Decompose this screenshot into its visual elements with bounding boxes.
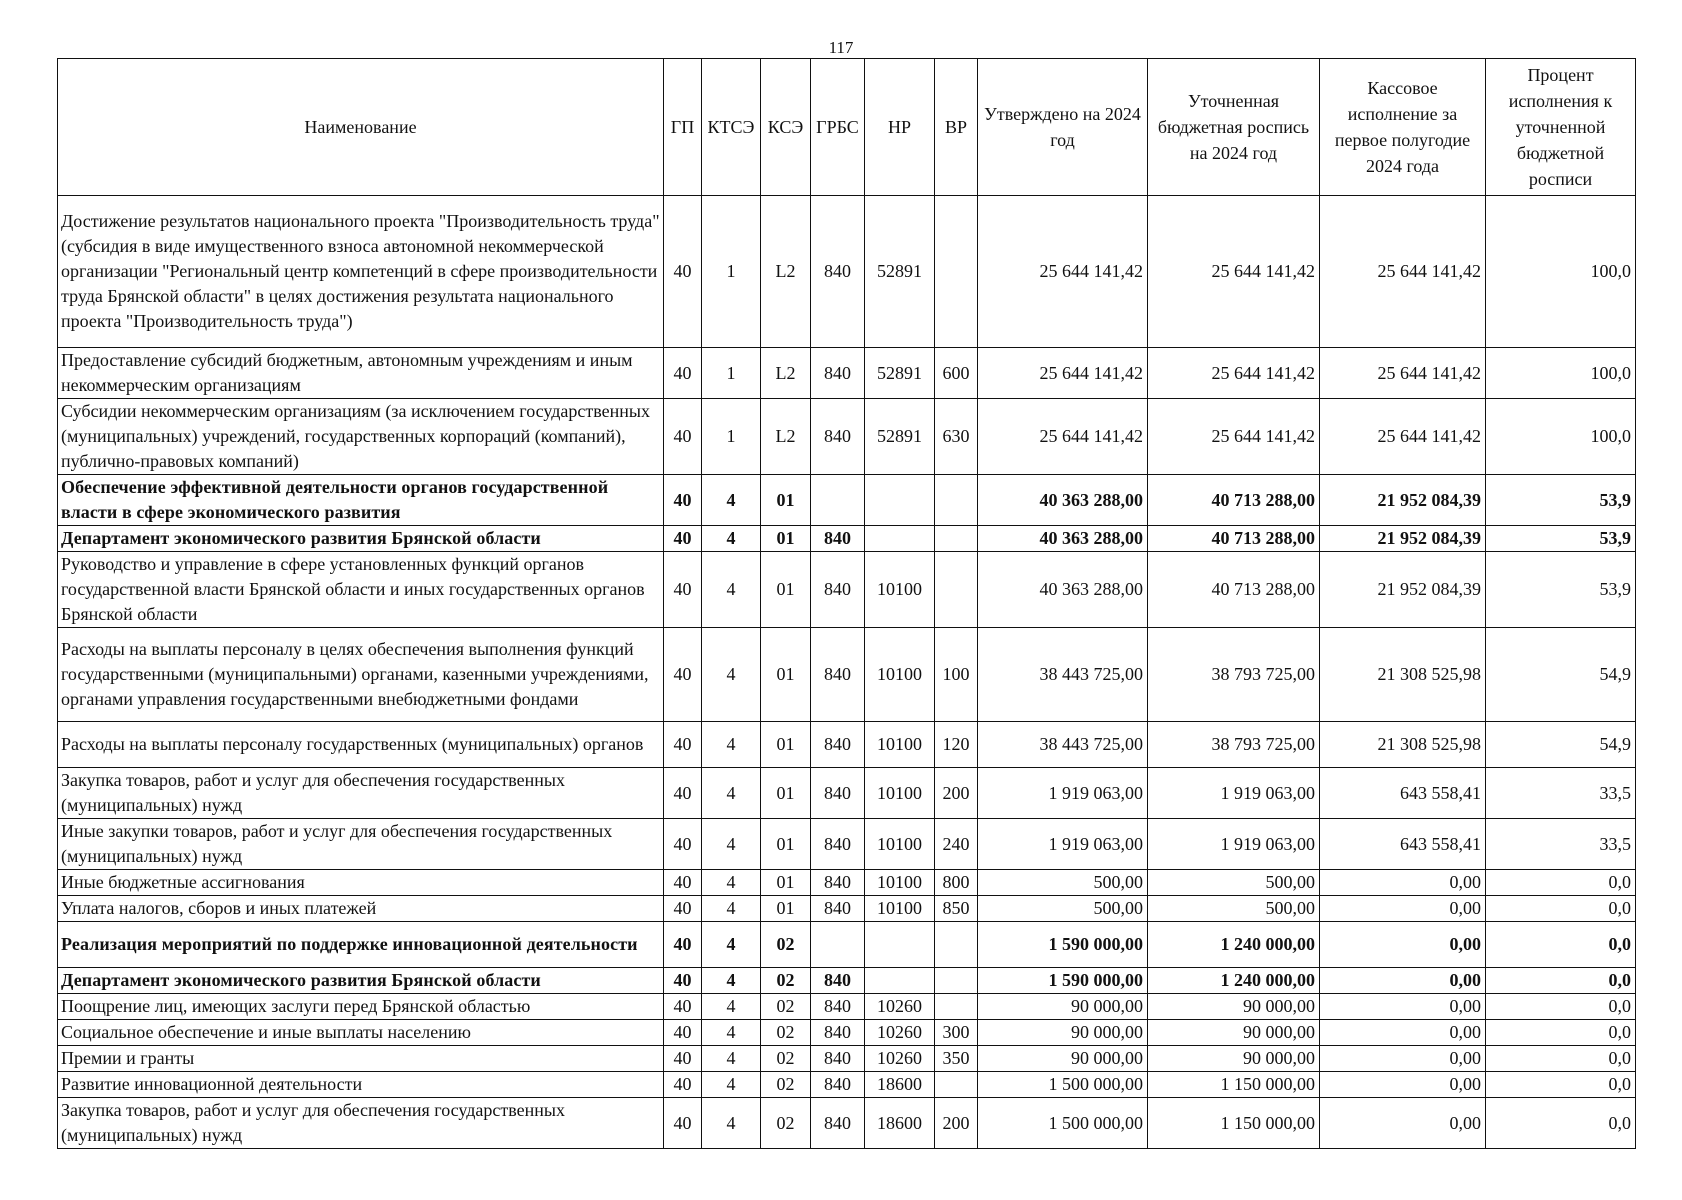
row-nr: 52891: [865, 196, 935, 348]
row-nr: [865, 475, 935, 526]
row-vr: [935, 552, 978, 628]
table-row: [58, 768, 1636, 819]
row-gp: 40: [664, 1046, 702, 1072]
table-row: [58, 196, 1636, 348]
row-nr: 10100: [865, 896, 935, 922]
row-gp: 40: [664, 1098, 702, 1149]
header-name: Наименование: [58, 59, 664, 196]
row-vr: [935, 475, 978, 526]
row-approved: 90 000,00: [978, 1020, 1148, 1046]
row-cash: 25 644 141,42: [1320, 196, 1486, 348]
row-ktse: 4: [702, 819, 761, 870]
row-refined: 1 919 063,00: [1148, 768, 1320, 819]
row-name: Департамент экономического развития Брянской области: [58, 526, 664, 552]
row-cash: 21 952 084,39: [1320, 552, 1486, 628]
row-approved: 90 000,00: [978, 994, 1148, 1020]
row-grbs: [811, 475, 865, 526]
row-nr: 18600: [865, 1098, 935, 1149]
row-ktse: 4: [702, 475, 761, 526]
table-row: [58, 628, 1636, 722]
row-gp: 40: [664, 922, 702, 968]
row-vr: [935, 994, 978, 1020]
row-ktse: 4: [702, 896, 761, 922]
row-kse: 01: [761, 475, 811, 526]
row-vr: [935, 968, 978, 994]
row-kse: 02: [761, 1020, 811, 1046]
row-cash: 643 558,41: [1320, 819, 1486, 870]
row-kse: 01: [761, 768, 811, 819]
header-vr: ВР: [935, 59, 978, 196]
table-row: [58, 870, 1636, 896]
row-kse: 01: [761, 870, 811, 896]
page-number: 117: [828, 38, 854, 57]
row-nr: 10260: [865, 1046, 935, 1072]
row-cash: 25 644 141,42: [1320, 399, 1486, 475]
row-percent: 0,0: [1486, 896, 1636, 922]
row-ktse: 4: [702, 1046, 761, 1072]
row-percent: 33,5: [1486, 819, 1636, 870]
row-name: Расходы на выплаты персоналу государственных (муниципальных) органов: [58, 722, 664, 768]
row-percent: 54,9: [1486, 628, 1636, 722]
row-ktse: 4: [702, 722, 761, 768]
row-grbs: 840: [811, 628, 865, 722]
row-approved: 1 590 000,00: [978, 968, 1148, 994]
row-refined: 1 919 063,00: [1148, 819, 1320, 870]
row-percent: 0,0: [1486, 994, 1636, 1020]
row-refined: 38 793 725,00: [1148, 628, 1320, 722]
row-name: Уплата налогов, сборов и иных платежей: [58, 896, 664, 922]
row-percent: 0,0: [1486, 1072, 1636, 1098]
row-gp: 40: [664, 526, 702, 552]
row-name: Руководство и управление в сфере установленных функций органов государственной власти Брянской области и иных государственных органов Брянской области: [58, 552, 664, 628]
header-gp: ГП: [664, 59, 702, 196]
row-cash: 0,00: [1320, 1046, 1486, 1072]
row-cash: 25 644 141,42: [1320, 348, 1486, 399]
table-row: [58, 475, 1636, 526]
row-grbs: 840: [811, 768, 865, 819]
row-name: Развитие инновационной деятельности: [58, 1072, 664, 1098]
row-vr: 200: [935, 768, 978, 819]
row-percent: 53,9: [1486, 526, 1636, 552]
row-approved: 40 363 288,00: [978, 475, 1148, 526]
row-refined: 90 000,00: [1148, 994, 1320, 1020]
row-approved: 1 919 063,00: [978, 768, 1148, 819]
row-refined: 25 644 141,42: [1148, 196, 1320, 348]
row-approved: 38 443 725,00: [978, 628, 1148, 722]
row-gp: 40: [664, 1020, 702, 1046]
row-nr: 10100: [865, 819, 935, 870]
row-ktse: 1: [702, 196, 761, 348]
row-grbs: 840: [811, 399, 865, 475]
row-kse: 01: [761, 526, 811, 552]
row-vr: 630: [935, 399, 978, 475]
row-ktse: 4: [702, 994, 761, 1020]
row-grbs: 840: [811, 1046, 865, 1072]
row-refined: 40 713 288,00: [1148, 526, 1320, 552]
row-percent: 100,0: [1486, 399, 1636, 475]
row-approved: 500,00: [978, 870, 1148, 896]
row-refined: 500,00: [1148, 870, 1320, 896]
row-vr: [935, 526, 978, 552]
row-vr: 350: [935, 1046, 978, 1072]
row-kse: 02: [761, 1098, 811, 1149]
row-grbs: 840: [811, 870, 865, 896]
row-kse: L2: [761, 399, 811, 475]
row-grbs: 840: [811, 1098, 865, 1149]
row-refined: 1 240 000,00: [1148, 968, 1320, 994]
row-nr: 10100: [865, 552, 935, 628]
row-vr: [935, 196, 978, 348]
table-row: [58, 552, 1636, 628]
row-cash: 0,00: [1320, 994, 1486, 1020]
row-grbs: 840: [811, 348, 865, 399]
budget-table: [57, 58, 1636, 1149]
row-ktse: 1: [702, 399, 761, 475]
table-row: [58, 994, 1636, 1020]
row-kse: L2: [761, 196, 811, 348]
row-nr: 52891: [865, 399, 935, 475]
row-kse: 01: [761, 819, 811, 870]
header-kse: КСЭ: [761, 59, 811, 196]
row-approved: 40 363 288,00: [978, 526, 1148, 552]
header-refined: Уточненная бюджетная роспись на 2024 год: [1148, 59, 1320, 196]
row-name: Иные закупки товаров, работ и услуг для обеспечения государственных (муниципальных) нужд: [58, 819, 664, 870]
row-kse: L2: [761, 348, 811, 399]
row-gp: 40: [664, 196, 702, 348]
row-kse: 02: [761, 1046, 811, 1072]
row-grbs: 840: [811, 994, 865, 1020]
row-percent: 0,0: [1486, 968, 1636, 994]
row-cash: 0,00: [1320, 1098, 1486, 1149]
row-percent: 33,5: [1486, 768, 1636, 819]
row-cash: 0,00: [1320, 896, 1486, 922]
row-approved: 25 644 141,42: [978, 348, 1148, 399]
table-row: [58, 348, 1636, 399]
row-name: Субсидии некоммерческим организациям (за исключением государственных (муниципальных) учреждений, государственных корпораций (компаний), публично-правовых компаний): [58, 399, 664, 475]
row-gp: 40: [664, 1072, 702, 1098]
table-row: [58, 399, 1636, 475]
row-name: Достижение результатов национального проекта "Производительность труда" (субсидия в виде имущественного взноса автономной некоммерческой организации "Региональный центр компетенций в сфере производительности труда Брянской области" в целях достижения результата национального проекта "Производительность труда"): [58, 196, 664, 348]
row-refined: 1 150 000,00: [1148, 1098, 1320, 1149]
row-approved: 1 590 000,00: [978, 922, 1148, 968]
row-nr: 10100: [865, 768, 935, 819]
row-cash: 0,00: [1320, 1072, 1486, 1098]
row-kse: 02: [761, 968, 811, 994]
row-cash: 0,00: [1320, 922, 1486, 968]
row-kse: 01: [761, 896, 811, 922]
row-grbs: 840: [811, 722, 865, 768]
row-approved: 25 644 141,42: [978, 399, 1148, 475]
row-cash: 0,00: [1320, 870, 1486, 896]
row-vr: 600: [935, 348, 978, 399]
row-name: Социальное обеспечение и иные выплаты населению: [58, 1020, 664, 1046]
table-row: [58, 1046, 1636, 1072]
table-header-row: [58, 59, 1636, 196]
row-approved: 1 919 063,00: [978, 819, 1148, 870]
table-row: [58, 819, 1636, 870]
row-refined: 25 644 141,42: [1148, 348, 1320, 399]
row-kse: 01: [761, 628, 811, 722]
header-approved: Утверждено на 2024 год: [978, 59, 1148, 196]
header-cash: Кассовое исполнение за первое полугодие 2024 года: [1320, 59, 1486, 196]
row-ktse: 4: [702, 768, 761, 819]
row-name: Реализация мероприятий по поддержке инновационной деятельности: [58, 922, 664, 968]
row-cash: 643 558,41: [1320, 768, 1486, 819]
row-nr: 10260: [865, 1020, 935, 1046]
row-refined: 90 000,00: [1148, 1046, 1320, 1072]
row-gp: 40: [664, 348, 702, 399]
row-cash: 21 308 525,98: [1320, 722, 1486, 768]
row-name: Обеспечение эффективной деятельности органов государственной власти в сфере экономического развития: [58, 475, 664, 526]
row-approved: 40 363 288,00: [978, 552, 1148, 628]
table-row: [58, 1098, 1636, 1149]
row-percent: 0,0: [1486, 1020, 1636, 1046]
row-ktse: 4: [702, 922, 761, 968]
row-vr: 120: [935, 722, 978, 768]
row-ktse: 4: [702, 968, 761, 994]
header-grbs: ГРБС: [811, 59, 865, 196]
row-cash: 0,00: [1320, 1020, 1486, 1046]
row-ktse: 4: [702, 628, 761, 722]
row-gp: 40: [664, 968, 702, 994]
row-kse: 01: [761, 722, 811, 768]
row-refined: 1 150 000,00: [1148, 1072, 1320, 1098]
row-name: Департамент экономического развития Брянской области: [58, 968, 664, 994]
row-refined: 500,00: [1148, 896, 1320, 922]
row-gp: 40: [664, 768, 702, 819]
row-gp: 40: [664, 994, 702, 1020]
row-percent: 53,9: [1486, 475, 1636, 526]
header-percent: Процент исполнения к уточненной бюджетной росписи: [1486, 59, 1636, 196]
row-name: Закупка товаров, работ и услуг для обеспечения государственных (муниципальных) нужд: [58, 1098, 664, 1149]
row-name: Расходы на выплаты персоналу в целях обеспечения выполнения функций государственными (муниципальными) органами, казенными учреждениями, органами управления государственными внебюджетными фондами: [58, 628, 664, 722]
row-refined: 38 793 725,00: [1148, 722, 1320, 768]
row-gp: 40: [664, 896, 702, 922]
row-grbs: [811, 922, 865, 968]
table-body: [58, 196, 1636, 1149]
row-gp: 40: [664, 819, 702, 870]
row-percent: 0,0: [1486, 1098, 1636, 1149]
row-approved: 25 644 141,42: [978, 196, 1148, 348]
row-name: Иные бюджетные ассигнования: [58, 870, 664, 896]
row-kse: 02: [761, 1072, 811, 1098]
row-grbs: 840: [811, 819, 865, 870]
row-nr: [865, 922, 935, 968]
row-vr: [935, 1072, 978, 1098]
row-gp: 40: [664, 628, 702, 722]
row-ktse: 4: [702, 1072, 761, 1098]
row-grbs: 840: [811, 968, 865, 994]
row-cash: 21 308 525,98: [1320, 628, 1486, 722]
row-percent: 0,0: [1486, 870, 1636, 896]
header-nr: НР: [865, 59, 935, 196]
row-nr: 18600: [865, 1072, 935, 1098]
row-vr: 240: [935, 819, 978, 870]
row-refined: 90 000,00: [1148, 1020, 1320, 1046]
row-percent: 53,9: [1486, 552, 1636, 628]
row-nr: 10260: [865, 994, 935, 1020]
row-vr: 850: [935, 896, 978, 922]
table-row: [58, 968, 1636, 994]
row-percent: 0,0: [1486, 1046, 1636, 1072]
row-nr: 10100: [865, 870, 935, 896]
table-row: [58, 1020, 1636, 1046]
table-row: [58, 922, 1636, 968]
row-nr: 10100: [865, 722, 935, 768]
row-approved: 90 000,00: [978, 1046, 1148, 1072]
row-nr: [865, 968, 935, 994]
row-grbs: 840: [811, 1020, 865, 1046]
row-refined: 25 644 141,42: [1148, 399, 1320, 475]
row-percent: 0,0: [1486, 922, 1636, 968]
row-gp: 40: [664, 870, 702, 896]
row-percent: 100,0: [1486, 196, 1636, 348]
row-approved: 38 443 725,00: [978, 722, 1148, 768]
header-ktse: КТСЭ: [702, 59, 761, 196]
row-grbs: 840: [811, 552, 865, 628]
row-cash: 21 952 084,39: [1320, 526, 1486, 552]
table-row: [58, 1072, 1636, 1098]
row-nr: 52891: [865, 348, 935, 399]
row-grbs: 840: [811, 896, 865, 922]
table-row: [58, 722, 1636, 768]
row-grbs: 840: [811, 1072, 865, 1098]
row-ktse: 4: [702, 1098, 761, 1149]
row-kse: 02: [761, 994, 811, 1020]
row-vr: 800: [935, 870, 978, 896]
row-name: Закупка товаров, работ и услуг для обеспечения государственных (муниципальных) нужд: [58, 768, 664, 819]
row-ktse: 4: [702, 552, 761, 628]
row-approved: 1 500 000,00: [978, 1072, 1148, 1098]
row-approved: 1 500 000,00: [978, 1098, 1148, 1149]
row-refined: 1 240 000,00: [1148, 922, 1320, 968]
row-vr: 100: [935, 628, 978, 722]
row-vr: 300: [935, 1020, 978, 1046]
row-percent: 54,9: [1486, 722, 1636, 768]
row-grbs: 840: [811, 526, 865, 552]
row-refined: 40 713 288,00: [1148, 552, 1320, 628]
row-ktse: 4: [702, 1020, 761, 1046]
table-row: [58, 896, 1636, 922]
row-name: Предоставление субсидий бюджетным, автономным учреждениям и иным некоммерческим организациям: [58, 348, 664, 399]
row-vr: 200: [935, 1098, 978, 1149]
row-kse: 01: [761, 552, 811, 628]
row-ktse: 1: [702, 348, 761, 399]
row-gp: 40: [664, 475, 702, 526]
row-gp: 40: [664, 552, 702, 628]
row-refined: 40 713 288,00: [1148, 475, 1320, 526]
row-grbs: 840: [811, 196, 865, 348]
row-name: Поощрение лиц, имеющих заслуги перед Брянской областью: [58, 994, 664, 1020]
row-kse: 02: [761, 922, 811, 968]
row-approved: 500,00: [978, 896, 1148, 922]
row-name: Премии и гранты: [58, 1046, 664, 1072]
row-cash: 0,00: [1320, 968, 1486, 994]
row-percent: 100,0: [1486, 348, 1636, 399]
row-ktse: 4: [702, 870, 761, 896]
row-nr: 10100: [865, 628, 935, 722]
row-nr: [865, 526, 935, 552]
row-vr: [935, 922, 978, 968]
row-gp: 40: [664, 399, 702, 475]
row-ktse: 4: [702, 526, 761, 552]
table-row: [58, 526, 1636, 552]
row-gp: 40: [664, 722, 702, 768]
row-cash: 21 952 084,39: [1320, 475, 1486, 526]
